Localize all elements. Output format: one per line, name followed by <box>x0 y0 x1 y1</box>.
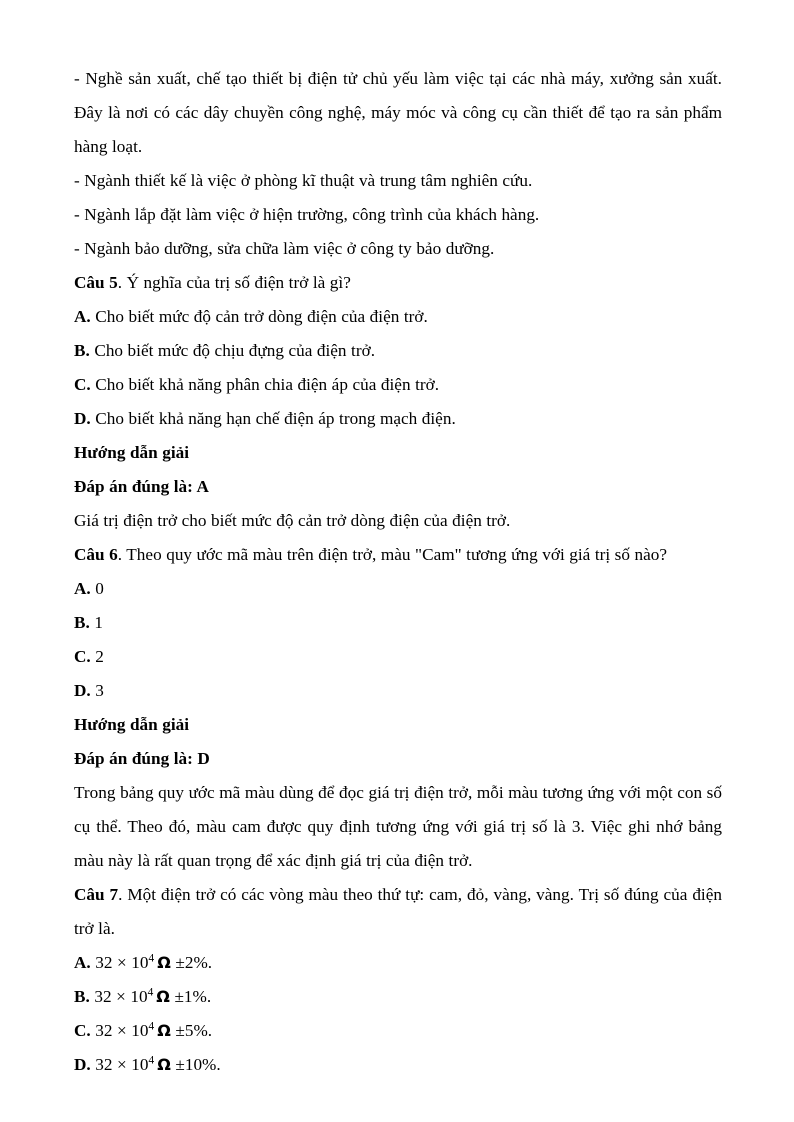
question-6-guide-heading: Hướng dẫn giải <box>74 715 190 734</box>
option-exponent: 4 <box>148 952 155 965</box>
option-mantissa: 32 <box>95 1021 113 1040</box>
multiplication-sign: × <box>117 953 127 972</box>
question-5-explanation: Giá trị điện trở cho biết mức độ cản trở dòng điện của điện trở. <box>74 511 511 530</box>
option-text: 0 <box>90 579 104 598</box>
option-mantissa: 32 <box>95 1055 113 1074</box>
question-5-answer-line: Đáp án đúng là: A <box>74 477 209 496</box>
option-exponent: 4 <box>148 1020 155 1033</box>
paragraph-nganh-thiet-ke: - Ngành thiết kế là việc ở phòng kĩ thuật và trung tâm nghiên cứu. <box>74 171 533 190</box>
option-letter: A. <box>74 579 91 598</box>
option-mantissa: 32 <box>94 987 112 1006</box>
option-tolerance: ±1%. <box>174 987 212 1006</box>
option-text: 1 <box>89 613 103 632</box>
question-6-label: Câu 6 <box>74 545 118 564</box>
option-text: Cho biết mức độ chịu đựng của điện trở. <box>89 341 376 360</box>
option-tolerance: ±5%. <box>175 1021 213 1040</box>
question-6-option-a[interactable] <box>74 572 722 606</box>
paragraph-nganh-bao-duong: - Ngành bảo dưỡng, sửa chữa làm việc ở công ty bảo dưỡng. <box>74 239 495 258</box>
question-7-option-d[interactable] <box>74 1048 722 1082</box>
question-7-prompt <box>74 878 722 946</box>
question-6-explanation: Trong bảng quy ước mã màu dùng để đọc giá trị điện trở, mỗi màu tương ứng với một con số cụ thể. Theo đó, màu cam được quy định tương ứng với giá trị số là 3. Việc ghi nhớ bảng màu này là rất quan trọng để xác định giá trị của điện trở. <box>74 783 722 870</box>
question-7-label: Câu 7 <box>74 885 119 904</box>
option-letter: A. <box>74 953 91 972</box>
option-exponent: 4 <box>148 1054 155 1067</box>
option-base: 10 <box>131 1055 149 1074</box>
option-mantissa: 32 <box>95 953 113 972</box>
option-text: 3 <box>90 681 104 700</box>
option-letter: A. <box>74 307 91 326</box>
question-5-option-d[interactable] <box>74 402 722 436</box>
option-letter: D. <box>74 409 91 428</box>
option-text: Cho biết khả năng hạn chế điện áp trong mạch điện. <box>90 409 456 428</box>
multiplication-sign: × <box>117 1021 127 1040</box>
question-7-text: . Một điện trở có các vòng màu theo thứ tự: cam, đỏ, vàng, vàng. Trị số đúng của điện trở là. <box>74 885 722 938</box>
multiplication-sign: × <box>117 1055 127 1074</box>
option-letter: B. <box>74 987 90 1006</box>
question-7-option-a[interactable] <box>74 946 722 980</box>
question-7-option-b[interactable] <box>74 980 722 1014</box>
question-6-option-c[interactable] <box>74 640 722 674</box>
question-5-prompt <box>74 266 722 300</box>
option-text: Cho biết khả năng phân chia điện áp của điện trở. <box>90 375 440 394</box>
paragraph-nghe-san-xuat: - Nghề sản xuất, chế tạo thiết bị điện tử chủ yếu làm việc tại các nhà máy, xưởng sản xuất. Đây là nơi có các dây chuyền công nghệ, máy móc và công cụ cần thiết để tạo ra sản phẩm hàng loạt. <box>74 69 722 156</box>
question-5-label: Câu 5 <box>74 273 118 292</box>
multiplication-sign: × <box>116 987 126 1006</box>
ohm-unit: Ω <box>157 1021 171 1040</box>
option-base: 10 <box>131 953 149 972</box>
question-5-option-b[interactable] <box>74 334 722 368</box>
option-letter: C. <box>74 375 91 394</box>
option-text: 2 <box>90 647 104 666</box>
question-6-option-b[interactable] <box>74 606 722 640</box>
question-6-answer-line: Đáp án đúng là: D <box>74 749 210 768</box>
question-5-guide-heading: Hướng dẫn giải <box>74 443 190 462</box>
document-body <box>74 62 722 1082</box>
question-5-option-c[interactable] <box>74 368 722 402</box>
ohm-unit: Ω <box>157 1055 171 1074</box>
question-6-text: . Theo quy ước mã màu trên điện trở, màu "Cam" tương ứng với giá trị số nào? <box>117 545 668 564</box>
option-letter: C. <box>74 1021 91 1040</box>
option-text: Cho biết mức độ cản trở dòng điện của điện trở. <box>90 307 428 326</box>
option-tolerance: ±10%. <box>175 1055 221 1074</box>
question-7-option-c[interactable] <box>74 1014 722 1048</box>
option-letter: C. <box>74 647 91 666</box>
question-6-option-d[interactable] <box>74 674 722 708</box>
question-5-option-a[interactable] <box>74 300 722 334</box>
option-letter: B. <box>74 613 90 632</box>
option-tolerance: ±2%. <box>175 953 213 972</box>
option-letter: D. <box>74 681 91 700</box>
paragraph-nganh-lap-dat: - Ngành lắp đặt làm việc ở hiện trường, công trình của khách hàng. <box>74 205 540 224</box>
question-5-text: . Ý nghĩa của trị số điện trở là gì? <box>117 273 351 292</box>
option-letter: D. <box>74 1055 91 1074</box>
ohm-unit: Ω <box>156 987 170 1006</box>
ohm-unit: Ω <box>157 953 171 972</box>
option-letter: B. <box>74 341 90 360</box>
option-base: 10 <box>131 1021 149 1040</box>
option-base: 10 <box>130 987 148 1006</box>
question-6-prompt <box>74 538 722 572</box>
option-exponent: 4 <box>147 986 154 999</box>
